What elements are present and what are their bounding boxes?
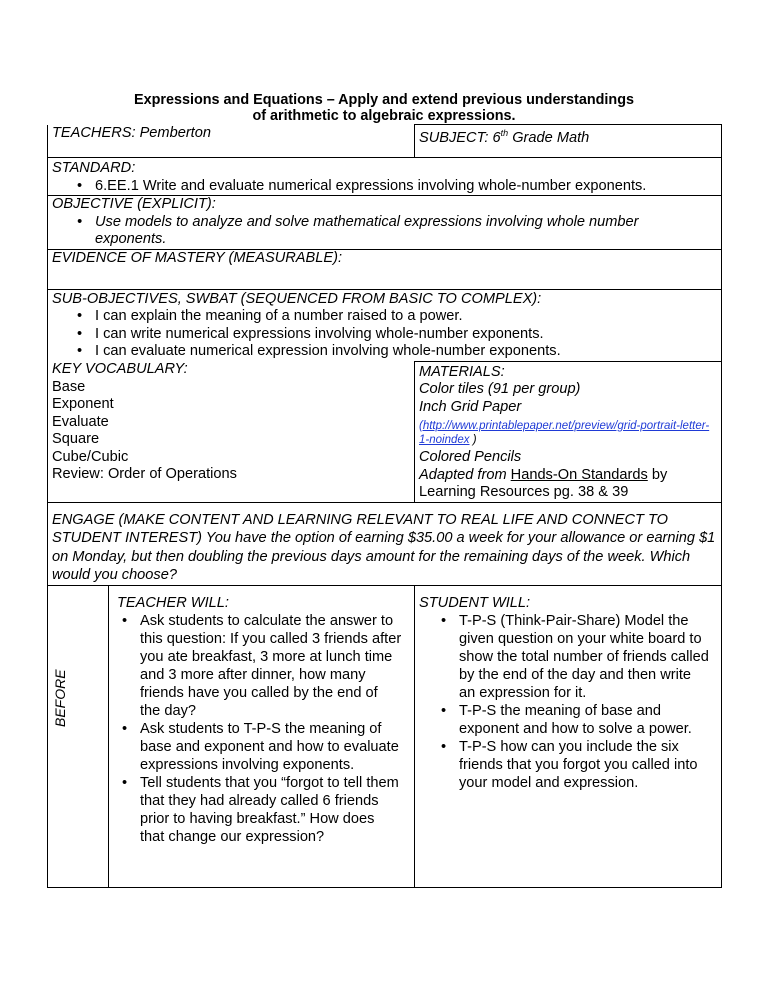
- materials-label: MATERIALS:: [419, 363, 505, 380]
- teacher-will-label: TEACHER WILL:: [117, 594, 229, 611]
- subobjectives-label: SUB-OBJECTIVES, SWBAT (SEQUENCED FROM BASIC TO COMPLEX):: [52, 290, 542, 307]
- before-cell: [48, 585, 109, 887]
- doc-title-line2: of arithmetic to algebraic expressions.: [252, 108, 516, 124]
- grid-paper-link[interactable]: (http://www.printablepaper.net/preview/grid-portrait-letter-1-noindex: [419, 420, 710, 446]
- student-will-item: • T-P-S how can you include the six friends that you forgot you called into your model and expression.: [459, 738, 709, 792]
- teacher-will-item: • Ask students to calculate the answer to this question: If you called 3 friends after you ate breakfast, 3 more at lunch time and 3 more after dinner, how many friends have you called by the end of the day?: [140, 612, 402, 720]
- engage-cell: [48, 502, 722, 585]
- subject-text: SUBJECT: 6th Grade Math: [419, 128, 590, 146]
- engage-text: ENGAGE (MAKE CONTENT AND LEARNING RELEVANT TO REAL LIFE AND CONNECT TO STUDENT INTEREST) You have the option of earning $35.00 a week for your allowance or earning $1 on Monday, but then doubling the previous days amount for the remaining days of the week. Which would you choose?: [52, 511, 716, 583]
- subobjective-item: • I can evaluate numerical expression involving whole-number exponents.: [95, 343, 717, 361]
- student-will-item: • T-P-S (Think-Pair-Share) Model the given question on your white board to show the total number of friends called by the end of the day and then write an expression for it.: [459, 612, 709, 702]
- material-item: Adapted from Hands-On Standards by: [419, 466, 668, 483]
- teacher-will-item: • Ask students to T-P-S the meaning of base and exponent and how to evaluate expressions involving exponents.: [140, 720, 402, 774]
- objective-label: OBJECTIVE (EXPLICIT):: [52, 196, 216, 212]
- material-item: Colored Pencils: [419, 449, 522, 465]
- subobjective-item: • I can write numerical expressions involving whole-number exponents.: [95, 326, 717, 344]
- student-will-cell: [415, 585, 722, 887]
- teacher-will-cell: [109, 585, 415, 887]
- material-item: Inch Grid Paper: [419, 398, 522, 415]
- materials-cell: MATERIALS: Color tiles (91 per group) Inch Grid Paper (http://www.printablepaper.net/preview/grid-portrait-letter-1-noindex ) Colored Pencils Adapted from Hands-On Standards by Learning Resources pg. 38 & 39: [415, 361, 722, 502]
- subobjectives-cell: [48, 289, 722, 361]
- vocab-item: Exponent: [52, 396, 114, 412]
- objective-item: • Use models to analyze and solve mathematical expressions involving whole number exponents.: [95, 214, 717, 249]
- lesson-plan-table: [47, 124, 722, 888]
- teachers-text: TEACHERS: Pemberton: [52, 124, 211, 141]
- before-label: BEFORE: [52, 668, 68, 727]
- material-item: Learning Resources pg. 38 & 39: [419, 484, 629, 500]
- teachers-cell: [48, 125, 415, 158]
- standard-item: • 6.EE.1 Write and evaluate numerical expressions involving whole-number exponents.: [95, 178, 717, 196]
- subobjective-item: • I can explain the meaning of a number raised to a power.: [95, 308, 717, 326]
- material-item: Color tiles (91 per group): [419, 381, 581, 397]
- evidence-cell: [48, 249, 722, 289]
- standard-cell: [48, 158, 722, 196]
- student-will-item: • T-P-S the meaning of base and exponent and how to solve a power.: [459, 702, 709, 738]
- vocab-item: Review: Order of Operations: [52, 466, 237, 482]
- vocab-item: Cube/Cubic: [52, 448, 129, 465]
- evidence-label: EVIDENCE OF MASTERY (MEASURABLE):: [52, 249, 343, 266]
- subject-cell: [415, 125, 722, 158]
- teacher-will-item: • Tell students that you “forgot to tell them that they had already called 6 friends prior to having breakfast.” How does that change our expression?: [140, 774, 402, 846]
- vocab-item: Square: [52, 431, 100, 447]
- doc-title-line1: Expressions and Equations – Apply and extend previous understandings: [133, 92, 635, 108]
- student-will-label: STUDENT WILL:: [419, 594, 531, 611]
- vocab-item: Evaluate: [52, 413, 109, 430]
- vocabulary-cell: [48, 361, 415, 502]
- vocabulary-label: KEY VOCABULARY:: [52, 361, 188, 377]
- vocab-item: Base: [52, 378, 86, 395]
- objective-cell: [48, 196, 722, 250]
- standard-label: STANDARD:: [52, 160, 136, 176]
